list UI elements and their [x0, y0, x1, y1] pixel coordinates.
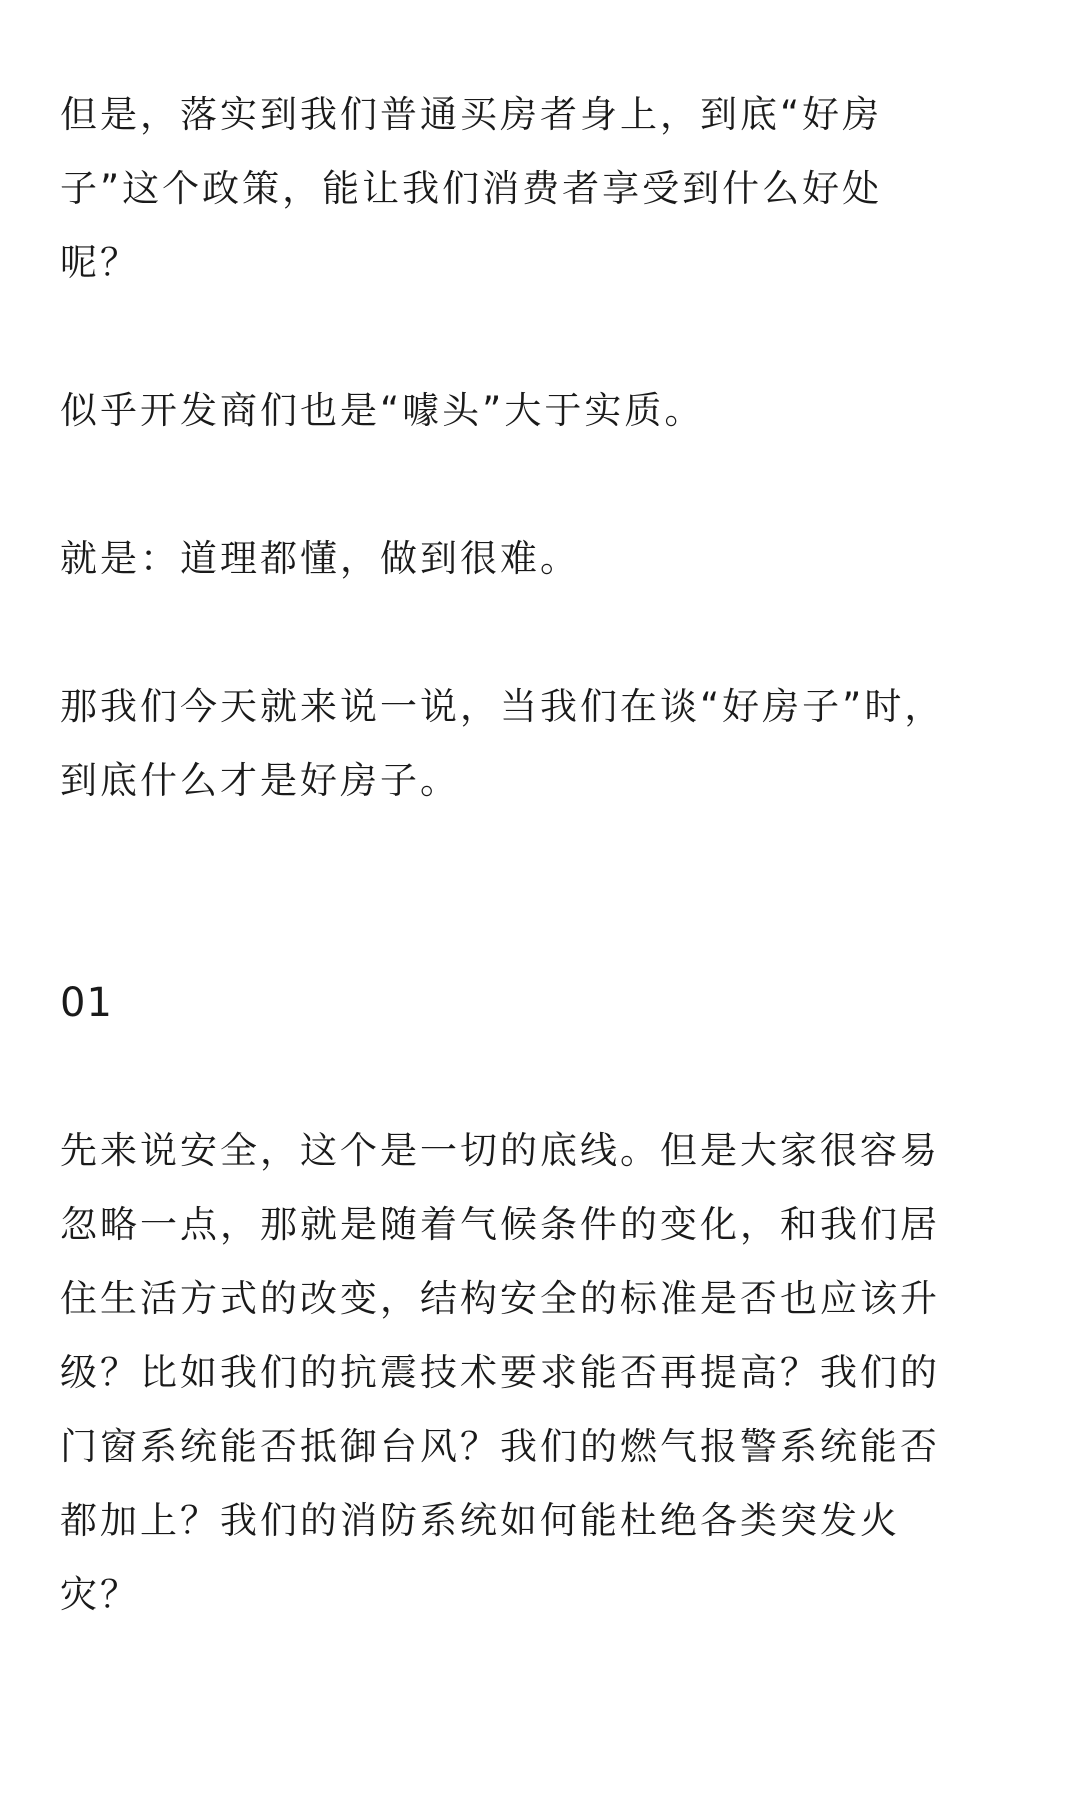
- paragraph-what-is-good-house: [60, 670, 1020, 818]
- text-line: 呢？: [60, 241, 140, 284]
- text-line: 先来说安全，这个是一切的底线。但是大家很容易: [60, 1129, 940, 1172]
- paragraph-hard-to-do: [60, 522, 1020, 596]
- paragraph-policy-benefit: [60, 78, 1020, 300]
- text-line: 到底什么才是好房子。: [60, 759, 460, 802]
- text-line: 都加上？我们的消防系统如何能杜绝各类突发火: [60, 1499, 900, 1542]
- text-line: 住生活方式的改变，结构安全的标准是否也应该升: [60, 1277, 940, 1320]
- paragraph-developers: [60, 374, 1020, 448]
- text-line: 似乎开发商们也是“噱头”大于实质。: [60, 389, 705, 432]
- text-line: 就是：道理都懂，做到很难。: [60, 537, 580, 580]
- text-line: 子”这个政策，能让我们消费者享受到什么好处: [60, 167, 883, 210]
- text-line: 级？比如我们的抗震技术要求能否再提高？我们的: [60, 1351, 940, 1394]
- text-line: 门窗系统能否抵御台风？我们的燃气报警系统能否: [60, 1425, 940, 1468]
- paragraph-safety: [60, 1114, 1020, 1632]
- text-line: 忽略一点，那就是随着气候条件的变化，和我们居: [60, 1203, 940, 1246]
- text-line: 但是，落实到我们普通买房者身上，到底“好房: [60, 93, 883, 136]
- section-number: 01: [60, 980, 113, 1026]
- text-line: 灾？: [60, 1573, 140, 1616]
- text-line: 那我们今天就来说一说，当我们在谈“好房子”时，: [60, 685, 945, 728]
